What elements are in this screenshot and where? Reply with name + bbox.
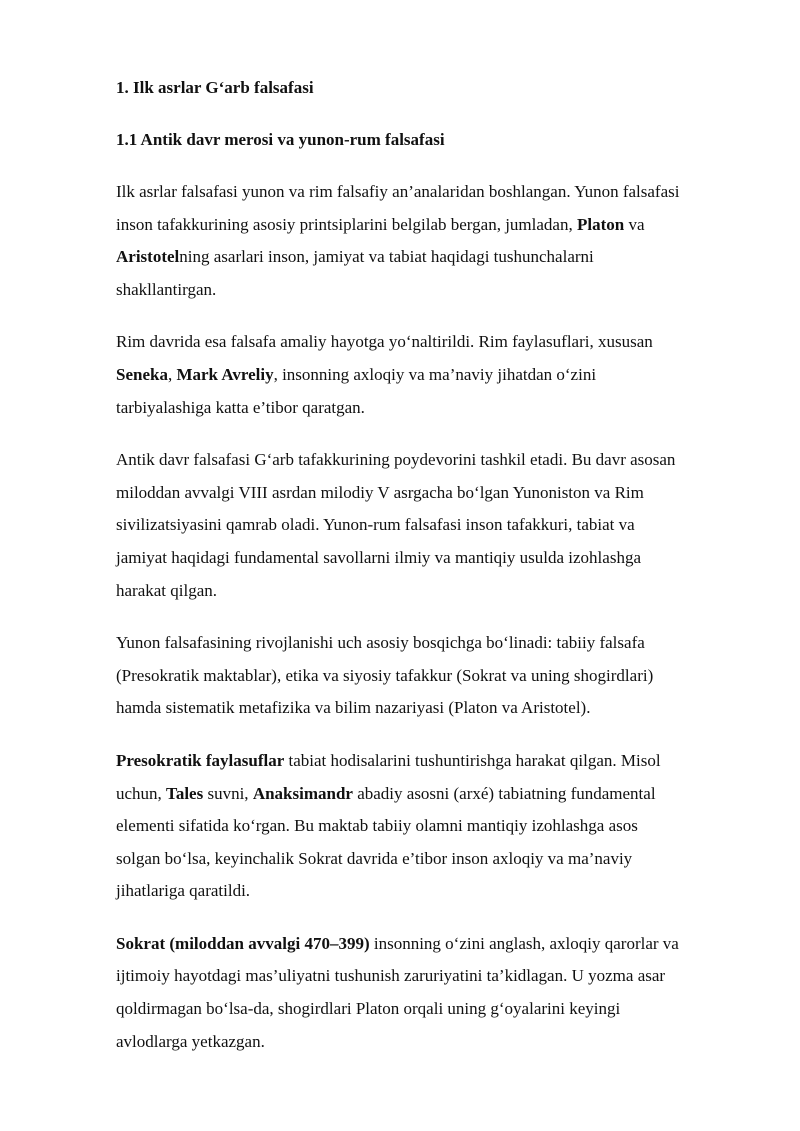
text-line <box>116 542 746 575</box>
paragraph <box>116 326 746 424</box>
text-run: jihatlariga qaratildi. <box>116 881 251 901</box>
paragraph <box>116 627 746 725</box>
paragraph <box>116 745 746 908</box>
text-line <box>116 274 746 307</box>
bold-text: Anaksimandr <box>252 783 353 803</box>
text-line <box>116 241 746 274</box>
bold-text: Presokratik faylasuflar <box>116 750 285 770</box>
text-run: , <box>167 364 177 384</box>
document-page <box>116 72 746 1078</box>
text-run: ijtimoiy hayotdagi mas’uliyatni tushunish zaruriyatini ta’kidlagan. U yozma asar <box>116 966 666 986</box>
subsection-heading: 1.1 Antik davr merosi va yunon-rum falsafasi <box>116 130 445 149</box>
document-body <box>116 176 746 1058</box>
text-line <box>116 209 746 242</box>
bold-text: Tales <box>166 783 204 803</box>
text-line <box>116 810 746 843</box>
text-line <box>116 477 746 510</box>
text-line <box>116 176 746 209</box>
bold-text: Seneka <box>116 364 168 384</box>
text-line <box>116 627 746 660</box>
text-line <box>116 928 746 961</box>
text-line <box>116 392 746 425</box>
text-line <box>116 960 746 993</box>
text-run: miloddan avvalgi VIII asrdan milodiy V asrgacha bo‘lgan Yunoniston va Rim <box>116 482 644 502</box>
text-run: shakllantirgan. <box>116 279 217 299</box>
text-run: va <box>624 214 645 234</box>
text-line <box>116 509 746 542</box>
text-line <box>116 326 746 359</box>
bold-text: Sokrat (miloddan avvalgi 470–399) <box>116 933 370 953</box>
text-line <box>116 843 746 876</box>
text-line <box>116 993 746 1026</box>
text-line <box>116 745 746 778</box>
text-run: qoldirmagan bo‘lsa-da, shogirdlari Platon orqali uning g‘oyalarini keyingi <box>116 999 621 1019</box>
text-line <box>116 444 746 477</box>
text-line <box>116 1026 746 1059</box>
text-line <box>116 575 746 608</box>
section-heading: 1. Ilk asrlar G‘arb falsafasi <box>116 78 314 97</box>
text-run: solgan bo‘lsa, keyinchalik Sokrat davrida e’tibor inson axloqiy va ma’naviy <box>116 848 633 868</box>
text-run: sivilizatsiyasini qamrab oladi. Yunon-rum falsafasi inson tafakkuri, tabiat va <box>116 515 635 535</box>
bold-text: Platon <box>576 214 625 234</box>
text-run: Ilk asrlar falsafasi yunon va rim falsafiy an’analaridan boshlangan. Yunon falsafasi <box>116 182 680 201</box>
text-line <box>116 778 746 811</box>
bold-text: Mark Avreliy <box>176 364 274 384</box>
text-run: Antik davr falsafasi G‘arb tafakkurining poydevorini tashkil etadi. Bu davr asosan <box>116 450 676 470</box>
text-run: tabiat hodisalarini tushuntirishga harakat qilgan. Misol <box>284 750 661 770</box>
text-line <box>116 660 746 693</box>
text-run: avlodlarga yetkazgan. <box>116 1031 265 1051</box>
text-run: jamiyat haqidagi fundamental savollarni ilmiy va mantiqiy usulda izohlashga <box>116 547 641 567</box>
text-line <box>116 359 746 392</box>
text-run: tarbiyalashiga katta e’tibor qaratgan. <box>116 397 365 417</box>
text-run: insonning o‘zini anglash, axloqiy qarorlar va <box>369 933 679 953</box>
text-run: harakat qilgan. <box>116 580 218 600</box>
bold-text: Aristotel <box>116 247 180 267</box>
text-run: , insonning axloqiy va ma’naviy jihatdan o‘zini <box>273 364 597 384</box>
text-run: abadiy asosni (arxé) tabiatning fundamental <box>352 783 656 803</box>
text-run: uchun, <box>116 783 167 803</box>
text-run: inson tafakkurining asosiy printsiplarini belgilab bergan, jumladan, <box>116 214 577 234</box>
text-run: (Presokratik maktablar), etika va siyosiy tafakkur (Sokrat va uning shogirdlari) <box>116 665 654 685</box>
text-line <box>116 692 746 725</box>
text-run: elementi sifatida ko‘rgan. Bu maktab tabiiy olamni mantiqiy izohlashga asos <box>116 816 638 836</box>
text-run: suvni, <box>203 783 253 803</box>
paragraph <box>116 444 746 607</box>
text-run: hamda sistematik metafizika va bilim nazariyasi (Platon va Aristotel). <box>116 698 591 718</box>
paragraph <box>116 176 746 306</box>
text-run: Rim davrida esa falsafa amaliy hayotga yo‘naltirildi. Rim faylasuflari, xususan <box>116 332 653 352</box>
text-line <box>116 875 746 908</box>
text-run: ning asarlari inson, jamiyat va tabiat haqidagi tushunchalarni <box>179 247 594 267</box>
text-run: Yunon falsafasining rivojlanishi uch asosiy bosqichga bo‘linadi: tabiiy falsafa <box>116 633 645 653</box>
paragraph <box>116 928 746 1058</box>
